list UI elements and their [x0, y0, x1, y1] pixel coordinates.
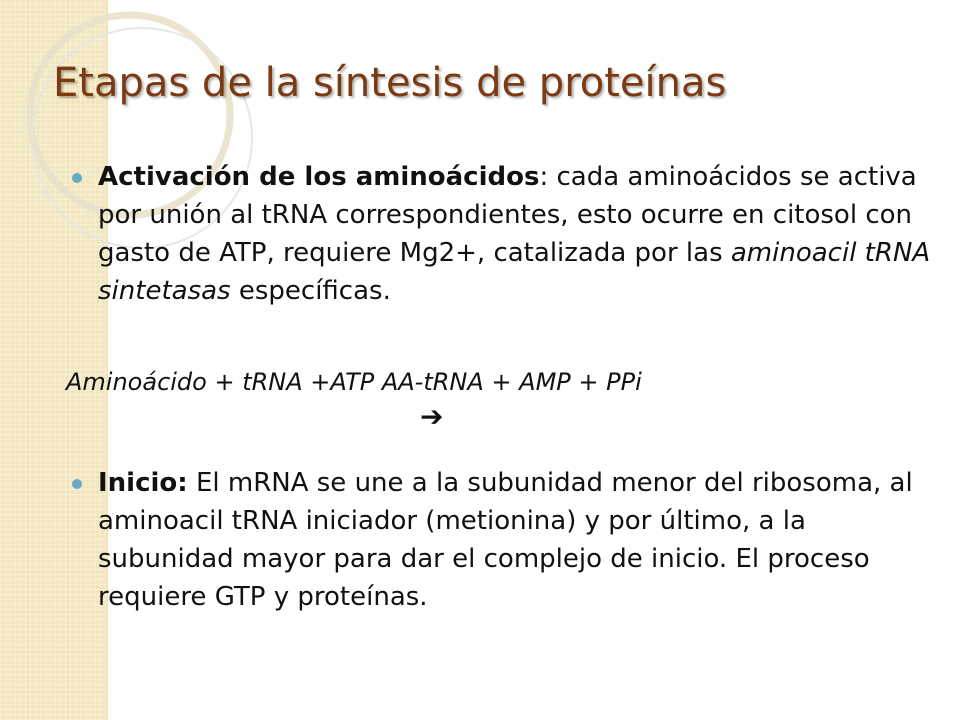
- bullet-activation-heading: Activación de los aminoácidos: [98, 162, 540, 192]
- bullet-initiation-text: El mRNA se une a la subunidad menor del ribosoma, al aminoacil tRNA iniciador (metionina) y por último, a la subunidad mayor para dar el complejo de inicio. El proceso requiere GTP y proteínas.: [98, 468, 913, 612]
- reaction-arrow: ➔: [420, 400, 444, 433]
- bullet-activation: [98, 158, 944, 310]
- bullet-initiation: [98, 464, 944, 616]
- bullet-dot: [72, 173, 82, 183]
- bullet-activation-text: : cada aminoácidos se activa por unión al tRNA correspondientes, esto ocurre en citosol con gasto de ATP, requiere Mg2+, catalizada por las: [98, 162, 917, 268]
- bullet-activation-text-end: específicas.: [230, 276, 391, 306]
- bullet-activation-enzyme: aminoacil tRNA sintetasas: [98, 238, 931, 306]
- bullet-initiation-heading: Inicio:: [98, 468, 188, 498]
- bullet-dot: [72, 479, 82, 489]
- slide-title: Etapas de la síntesis de proteínas: [53, 60, 727, 106]
- reaction-equation: Aminoácido + tRNA +ATP AA-tRNA + AMP + PPi: [66, 368, 642, 396]
